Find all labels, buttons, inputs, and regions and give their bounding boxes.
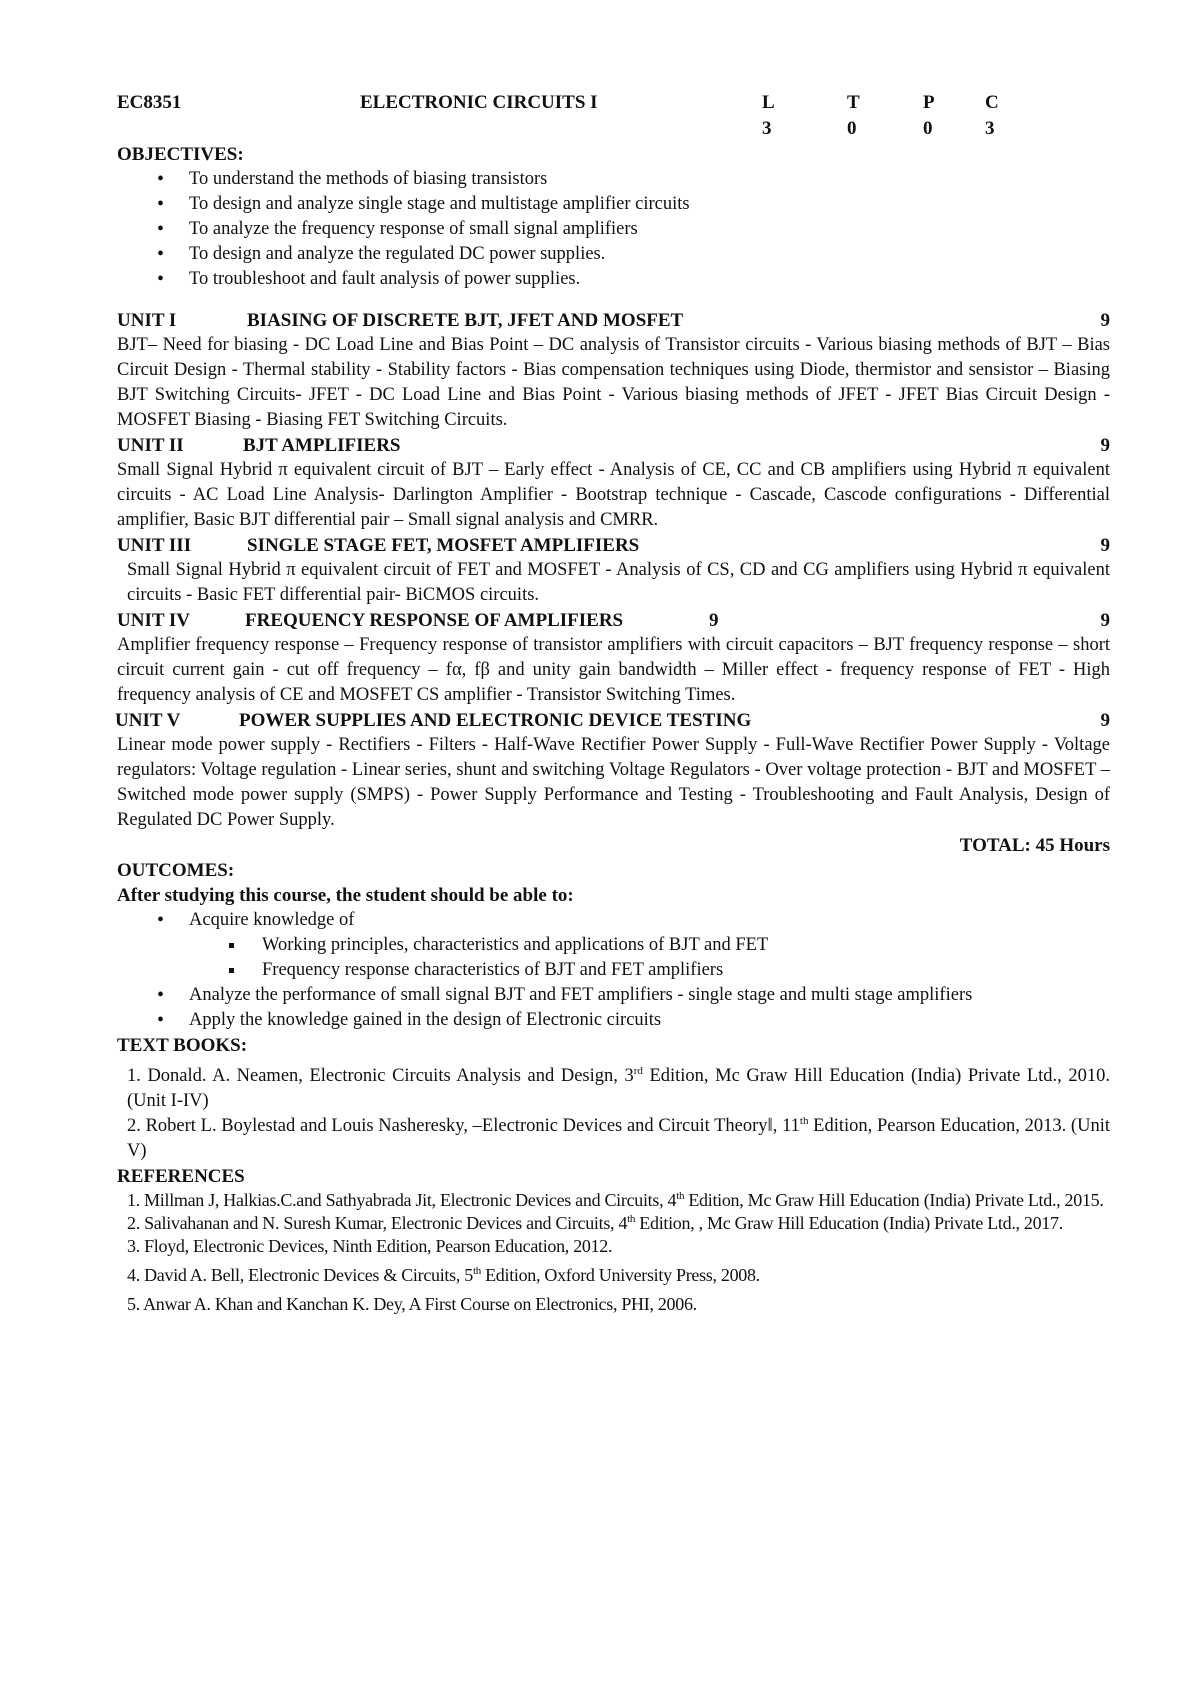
list-item: • To analyze the frequency response of small signal amplifiers — [117, 217, 1110, 242]
total-hours: TOTAL: 45 Hours — [959, 835, 1110, 856]
list-item: • To design and analyze the regulated DC power supplies. — [117, 242, 1110, 267]
unit-title: BIASING OF DISCRETE BJT, JFET AND MOSFET — [247, 310, 684, 331]
unit-number: UNIT IV — [117, 610, 191, 631]
list-item: • To understand the methods of biasing transistors — [117, 167, 1110, 192]
reference-2: 2. Salivahanan and N. Suresh Kumar, Electronic Devices and Circuits, 4th Edition, , Mc Graw Hill Education (India) Private Ltd., 2017. — [127, 1213, 1063, 1233]
col-c: C — [985, 92, 999, 113]
list-item: • To design and analyze single stage and multistage amplifier circuits — [117, 192, 1110, 217]
course-header — [117, 90, 1110, 116]
reference-3: 3. Floyd, Electronic Devices, Ninth Edition, Pearson Education, 2012. — [127, 1236, 613, 1256]
reference-4: 4. David A. Bell, Electronic Devices & Circuits, 5th Edition, Oxford University Press, 2008. — [127, 1265, 760, 1285]
unit-3-body: Small Signal Hybrid π equivalent circuit of FET and MOSFET - Analysis of CS, CD and CG amplifiers using Hybrid π equivalent circuits - Basic FET differential pair- BiCMOS circuits. — [127, 560, 1110, 605]
col-l: L — [762, 92, 775, 113]
unit-title: FREQUENCY RESPONSE OF AMPLIFIERS — [245, 610, 624, 631]
unit-hours: 9 — [1100, 535, 1110, 556]
outcomes-list-cont — [117, 983, 1110, 1033]
unit-5-heading — [115, 708, 1110, 733]
unit-hours: 9 — [1100, 710, 1110, 731]
objectives-heading: OBJECTIVES: — [117, 144, 244, 165]
unit-hours: 9 — [1100, 310, 1110, 331]
unit-5-body: Linear mode power supply - Rectifiers - Filters - Half-Wave Rectifier Power Supply - Full-Wave Rectifier Power Supply - Voltage regulators: Voltage regulation - Linear series, shunt and switching Voltage Regulators - Over voltage protection - BJT and MOSFET – Switched mode power supply (SMPS) - Power Supply Performance and Testing - Troubleshooting and Fault Analysis, Design of Regulated DC Power Supply. — [117, 735, 1110, 830]
list-item: • Apply the knowledge gained in the design of Electronic circuits — [117, 1008, 1110, 1033]
unit-title: POWER SUPPLIES AND ELECTRONIC DEVICE TESTING — [239, 710, 752, 731]
outcomes-list — [117, 908, 1110, 933]
list-item: • To troubleshoot and fault analysis of power supplies. — [117, 267, 1110, 292]
list-item: Frequency response characteristics of BJT and FET amplifiers — [117, 958, 1110, 983]
outcomes-intro: After studying this course, the student should be able to: — [117, 885, 574, 906]
val-p: 0 — [923, 118, 933, 139]
references-heading: REFERENCES — [117, 1166, 245, 1187]
syllabus-page — [117, 90, 1110, 1316]
course-credits — [117, 116, 1110, 142]
unit-number: UNIT V — [115, 710, 181, 731]
unit-4-body: Amplifier frequency response – Frequency response of transistor amplifiers with circuit capacitors – BJT frequency response – short circuit current gain - cut off frequency – fα, fβ and unity gain bandwidth – Miller effect - frequency response of FET - High frequency analysis of CE and MOSFET CS amplifier - Transistor Switching Times. — [117, 635, 1110, 705]
list-item: • Acquire knowledge of — [117, 908, 1110, 933]
reference-5: 5. Anwar A. Khan and Kanchan K. Dey, A First Course on Electronics, PHI, 2006. — [127, 1294, 697, 1314]
unit-1-heading — [117, 308, 1110, 333]
course-title: ELECTRONIC CIRCUITS I — [360, 92, 598, 113]
unit-number: UNIT II — [117, 435, 184, 456]
unit-1-body: BJT– Need for biasing - DC Load Line and Bias Point – DC analysis of Transistor circuits - Various biasing methods of BJT – Bias Circuit Design - Thermal stability - Stability factors - Bias compensation techniques using Diode, thermistor and sensistor – Biasing BJT Switching Circuits- JFET - DC Load Line and Bias Point - Various biasing methods of JFET - JFET Bias Circuit Design - MOSFET Biasing - Biasing FET Switching Circuits. — [117, 335, 1110, 430]
unit-hours: 9 — [1100, 610, 1110, 631]
val-c: 3 — [985, 118, 995, 139]
outcomes-sublist — [117, 933, 1110, 983]
unit-title: SINGLE STAGE FET, MOSFET AMPLIFIERS — [247, 535, 640, 556]
col-p: P — [923, 92, 935, 113]
unit-hours: 9 — [1100, 435, 1110, 456]
course-code: EC8351 — [117, 92, 182, 113]
unit-2-heading — [117, 433, 1110, 458]
unit-3-heading — [117, 533, 1110, 558]
unit-number: UNIT I — [117, 310, 177, 331]
val-t: 0 — [847, 118, 857, 139]
textbooks-heading: TEXT BOOKS: — [117, 1035, 248, 1056]
outcomes-heading: OUTCOMES: — [117, 860, 235, 881]
list-item: • Analyze the performance of small signal BJT and FET amplifiers - single stage and multi stage amplifiers — [117, 983, 1110, 1008]
textbook-2: 2. Robert L. Boylestad and Louis Nasheresky, –Electronic Devices and Circuit Theory‖, 11th Edition, Pearson Education, 2013. (Unit V) — [127, 1114, 1110, 1161]
list-item: Working principles, characteristics and applications of BJT and FET — [117, 933, 1110, 958]
unit-4-heading — [117, 608, 1110, 633]
unit-number: UNIT III — [117, 535, 192, 556]
objectives-list — [117, 167, 1110, 292]
textbook-1: 1. Donald. A. Neamen, Electronic Circuits Analysis and Design, 3rd Edition, Mc Graw Hill Education (India) Private Ltd., 2010. (Unit I-IV) — [127, 1064, 1110, 1111]
unit-hours-extra: 9 — [709, 610, 719, 631]
val-l: 3 — [762, 118, 772, 139]
unit-title: BJT AMPLIFIERS — [243, 435, 401, 456]
reference-1: 1. Millman J, Halkias.C.and Sathyabrada Jit, Electronic Devices and Circuits, 4th Edition, Mc Graw Hill Education (India) Private Ltd., 2015. — [127, 1190, 1104, 1210]
col-t: T — [847, 92, 860, 113]
unit-2-body: Small Signal Hybrid π equivalent circuit of BJT – Early effect - Analysis of CE, CC and CB amplifiers using Hybrid π equivalent circuits - AC Load Line Analysis- Darlington Amplifier - Bootstrap technique - Cascade, Cascode configurations - Differential amplifier, Basic BJT differential pair – Small signal analysis and CMRR. — [117, 460, 1110, 530]
